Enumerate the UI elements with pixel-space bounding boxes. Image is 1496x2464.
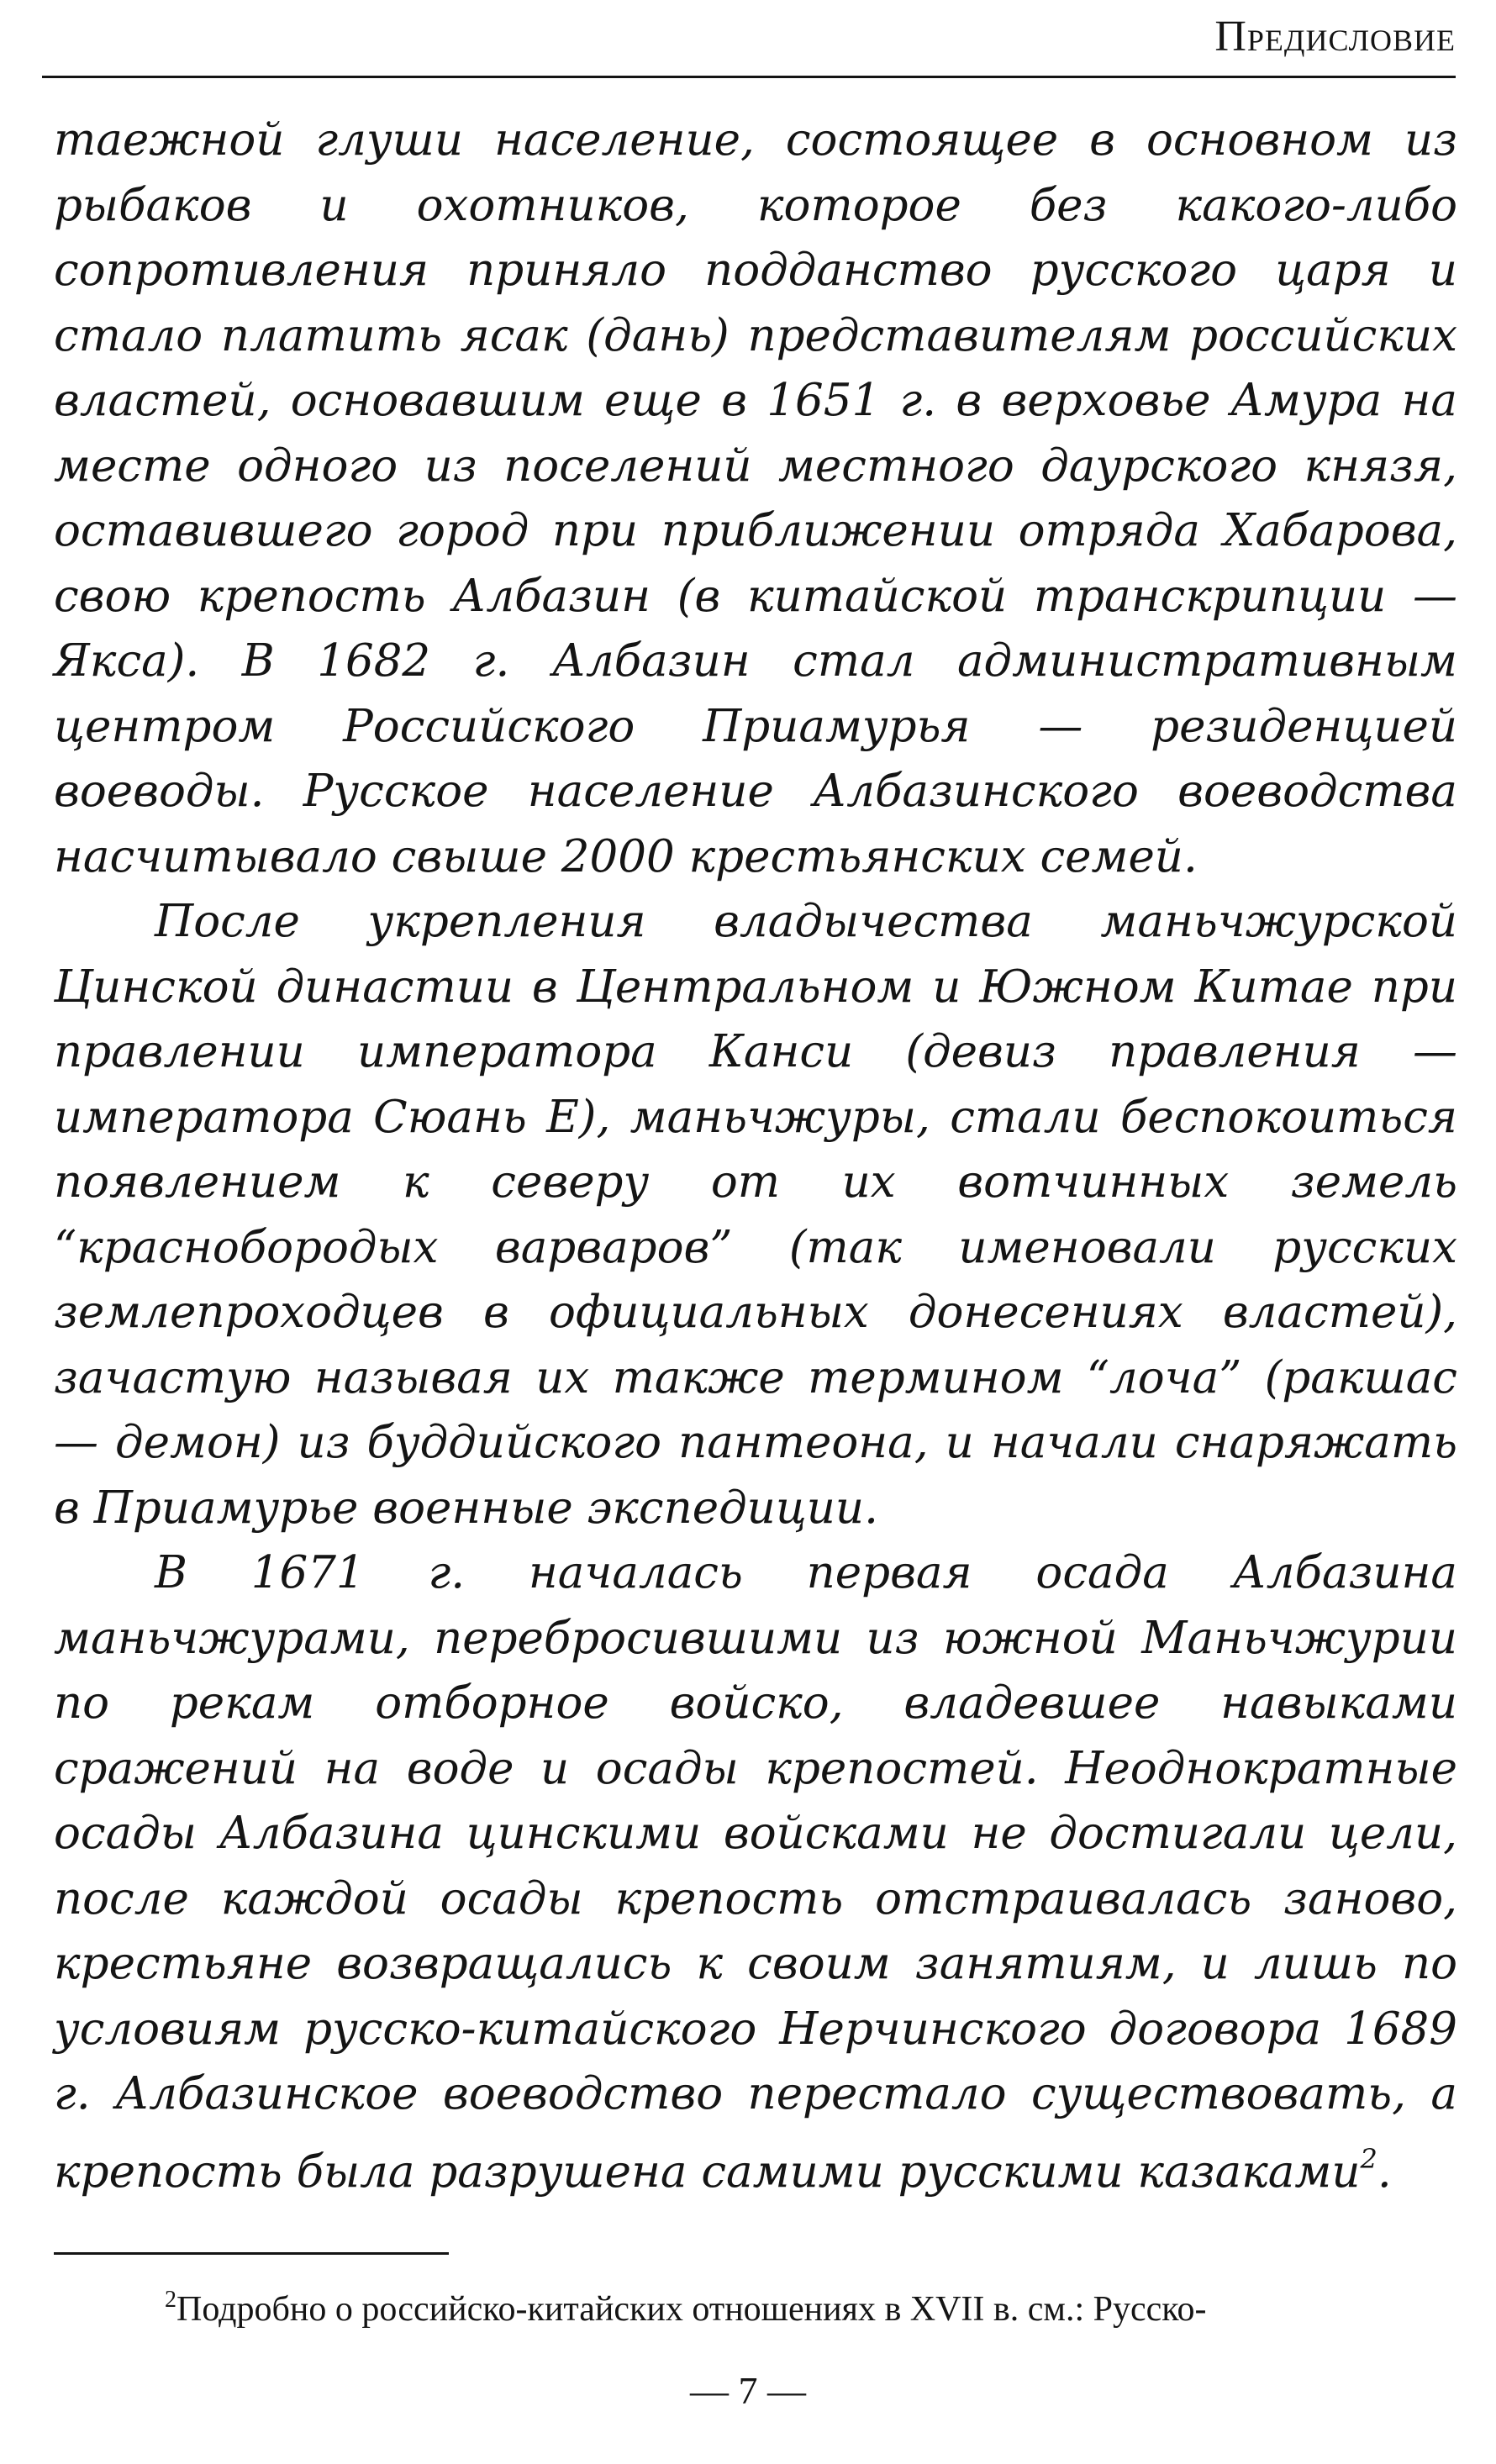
footnote [165, 2286, 1459, 2330]
footnote-text: Подробно о российско-китайских отношениях в XVII в. см.: Русско- [176, 2290, 1207, 2329]
paragraph-3 [54, 1540, 1457, 2204]
paragraph-1: таежной глуши население, состоящее в основном из рыбаков и охотников, которое без какого-либо сопротивления приняло подданство русского царя и стало платить ясак (дань) представителям российских властей, основавшим еще в 1651 г. в верховье Амура на месте одного из поселений местного даурского князя, оставившего город при приближении отряда Хабарова, свою крепость Албазин (в китайской транскрипции — Якса). В 1682 г. Албазин стал административным центром Российского Приамурья — резиденцией воеводы. Русское население Албазинского воеводства насчитывало свыше 2000 крестьянских семей. [54, 114, 1457, 882]
running-title: Предисловие [1214, 13, 1456, 61]
page-number: — 7 — [690, 2369, 806, 2412]
footnote-marker: 2 [165, 2287, 176, 2313]
paragraph-3-end: . [1377, 2145, 1392, 2198]
footnote-reference: 2 [1360, 2142, 1377, 2175]
paragraph-3-text: В 1671 г. началась первая осада Албазина маньчжурами, перебросившими из южной Маньчжурии по рекам отборное войско, владевшее навыками сражений на воде и осады крепостей. Неоднократные осады Албазина цинскими войсками не достигали цели, после каждой осады крепость отстраивалась заново, крестьяне возвращались к своим занятиям, и лишь по условиям русско-китайского Нерчинского договора 1689 г. Албазинское воеводство перестало существовать, а крепость была разрушена самими русскими казаками [54, 1547, 1457, 2198]
header-rule [42, 76, 1456, 78]
main-text [54, 108, 1457, 2204]
paragraph-2: После укрепления владычества маньчжурской Цинской династии в Центральном и Южном Китае при правлении императора Канси (девиз правления — императора Сюань Е), маньчжуры, стали беспокоиться появлением к северу от их вотчинных земель “краснобородых варваров” (так именовали русских землепроходцев в официальных донесениях властей), зачастую называя их также термином “лоча” (ракшас — демон) из буддийского пантеона, и начали снаряжать в Приамурье военные экспедиции. [54, 896, 1457, 1534]
footnote-rule [54, 2252, 449, 2255]
